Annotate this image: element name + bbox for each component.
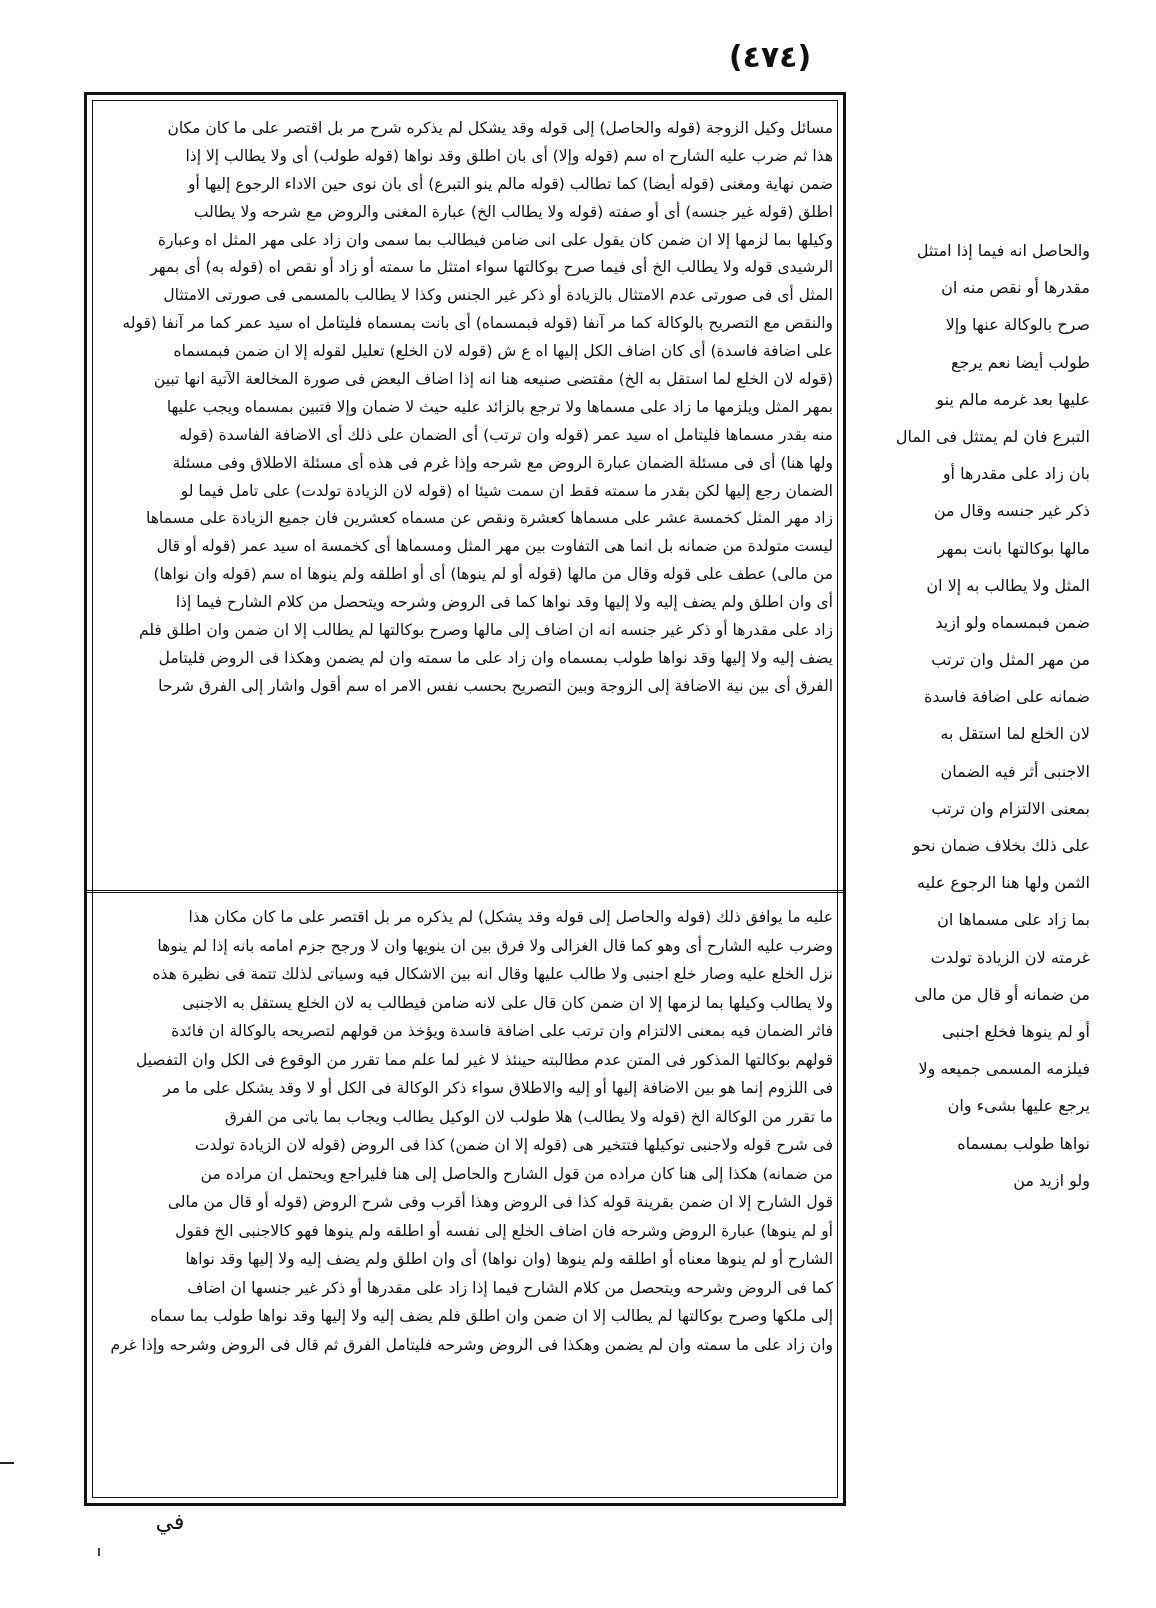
- text-line: وضرب عليه الشارح أى وهو كما قال الغزالى ولا فرق بين ان ينويها وان لا ورجح جزم امامه بانه إذا لم ينوها: [157, 936, 833, 955]
- text-line: فاثر الضمان فيه بمعنى الالتزام وان ترتب على اضافة فاسدة ويؤخذ من قولهم لتصريحه بالوكالة ان فائدة: [171, 1022, 833, 1040]
- catchword: في: [155, 1510, 185, 1535]
- margin-line: من مهر المثل وان ترتب: [931, 650, 1090, 670]
- margin-line: مقدرها أو نقص منه ان: [941, 278, 1090, 298]
- text-line: من مالى) عطف على قوله وقال من مالها (قوله أو لم ينوها) أى أو اطلقه ولم ينوها اه سم (قوله وان نواها): [153, 565, 833, 584]
- text-line: ليست متولدة من ضمانه بل انما هى التفاوت بين مهر المثل ومسماها أى كخمسة اه سيد عمر (قوله أو قال: [156, 537, 833, 556]
- scan-tick-mark: [98, 1548, 100, 1556]
- margin-line: صرح بالوكالة عنها وإلا: [945, 315, 1090, 335]
- margin-line: فيلزمه المسمى جميعه ولا: [918, 1059, 1090, 1079]
- text-line: مسائل وكيل الزوجة (قوله والحاصل) إلى قوله وقد يشكل لم يذكره شرح مر بل اقتصر على ما كان مكان: [167, 119, 833, 137]
- text-line: والنقص مع التصريح بالوكالة كما مر آنفا (قوله فبمسماه) أى بانت بمسماه فليتامل اه سيد عمر كما مر آنفا (قوله: [122, 314, 833, 333]
- text-line: قول الشارح إلا ان ضمن بقرينة قوله كذا فى الروض وهذا أقرب وفى شرح الروض (قوله أو قال من مالى: [167, 1193, 833, 1211]
- text-line: المثل أى فى صورتى عدم الامتثال بالزيادة أو ذكر غير الجنس وكذا لا يطالب بالمسمى فى صورتى الامتثال: [163, 286, 833, 305]
- margin-line: ضمانه على اضافة فاسدة: [923, 687, 1090, 707]
- text-line: اطلق (قوله غير جنسه) أى أو صفته (قوله ولا يطالب الخ) عبارة المغنى والروض مع شرحه ولا يطالب: [193, 202, 833, 221]
- text-line: كما فى الروض وشرحه ويتحصل من كلام الشارح فيما إذا زاد على مقدرها أو ذكر غير جنسها ان اضاف: [187, 1278, 833, 1297]
- margin-line: ذكر غير جنسه وقال من: [933, 501, 1090, 521]
- margin-line: يرجع عليها بشىء وان: [947, 1096, 1090, 1116]
- text-line: على اضافة فاسدة) أى كان اضاف الكل إليها اه ع ش (قوله لان الخلع) تعليل لقوله إلا ان ضمن فبمسماه: [173, 342, 833, 361]
- margin-line: غرمته لان الزيادة تولدت: [930, 947, 1090, 967]
- text-line: ولها هنا) أى فى مسئلة الضمان عبارة الروض مع شرحه وإذا غرم فى هذه أى مسئلة الاطلاق وفى مسئلة: [172, 453, 833, 472]
- section-divider: [87, 890, 843, 893]
- margin-line: بان زاد على مقدرها أو: [942, 464, 1090, 484]
- text-line: إلى ملكها وصرح بوكالتها لم يطالب إلا ان ضمن وان اطلق فلم يضف إليه ولا إليها وقد نواها طولب بما سماه: [150, 1307, 833, 1325]
- margin-line: بما زاد على مسماها ان: [937, 910, 1090, 930]
- text-line: وان زاد على ما سمته وان لم يضمن وهكذا فى الروض وشرحه فليتامل الفرق ثم قال فى الروض وشرحه وإذا غرم: [110, 1335, 833, 1354]
- margin-line: ولو ازيد من: [1013, 1170, 1090, 1190]
- text-line: الرشيدى قوله ولا يطالب الخ أى فيما صرح بوكالتها سواء امتثل ما سمته أو زاد أو نقص اه (قوله به) أى بمهر: [150, 258, 833, 277]
- text-line: أى وان اطلق ولم يضف إليه ولا إليها وقد نواها كما فى الروض وشرحه ويتحصل من كلام الشارح فيما إذا: [175, 593, 833, 612]
- upper-commentary: [97, 115, 833, 895]
- text-line: ما تقرر من الوكالة الخ (قوله ولا يطالب) هلا طولب لان الوكيل يطالب ويجاب بما ياتى من الفرق: [224, 1107, 833, 1126]
- margin-line: والحاصل انه فيما إذا امتثل: [916, 241, 1090, 260]
- margin-line: نواها طولب بمسماه: [957, 1133, 1090, 1153]
- text-line: وكيلها بما لزمها إلا ان ضمن كان يقول على انى ضامن فيطالب بما سمى وان زاد على مهر المثل اه وعبارة: [157, 230, 833, 249]
- margin-line: الاجنبى أثر فيه الضمان: [940, 761, 1090, 781]
- text-line: (قوله لان الخلع لما استقل به الخ) مقتضى صنيعه هنا انه إذا اضاف البعض فى صورة المخالعة الآتية انها تبين: [153, 370, 833, 389]
- lower-commentary: [97, 903, 833, 1483]
- text-line: فى شرح قوله ولاجنبى توكيلها فتتخير هى (قوله إلا ان ضمن) كذا فى الروض (قوله لان الزيادة تولدت: [194, 1136, 833, 1154]
- text-line: منه بقدر مسماها فليتامل اه سيد عمر (قوله وان ترتب) أى الضمان على ذلك أى الاضافة الفاسدة (قوله: [179, 425, 833, 444]
- text-line: الشارح أو لم ينوها معناه أو اطلقه ولم ينوها (وان نواها) أى وان اطلق ولم يضف إليه ولا إليها وقد نواها: [185, 1250, 833, 1268]
- margin-line: الثمن ولها هنا الرجوع عليه: [916, 873, 1090, 893]
- text-line: الضمان رجع إليها لكن بقدر ما سمته فقط ان سمت شيئا اه (قوله لان الزيادة تولدت) على تامل فيما لو: [180, 481, 833, 500]
- margin-dash-mark: [0, 1462, 14, 1464]
- margin-line: مالها بوكالتها بانت بمهر: [937, 538, 1090, 558]
- text-line: هذا ثم ضرب عليه الشارح اه سم (قوله وإلا) أى بان اطلق وقد نواها (قوله طولب) أى ولا يطالب إلا إذا: [185, 146, 833, 165]
- margin-line: من ضمانه أو قال من مالى: [914, 984, 1090, 1004]
- text-line: من ضمانه) هكذا إلى هنا كان مراده من قول الشارح والحاصل إلى هنا فليراجع ويحتمل ان مراده من: [200, 1164, 833, 1183]
- text-line: قولهم بوكالتها المذكور فى المتن عدم مطالبته حينئذ لا غير لما علم مما تقرر من الوقوع فى الكل وان التفصيل: [135, 1050, 833, 1069]
- margin-line: طولب أيضا نعم يرجع: [951, 352, 1090, 372]
- margin-line: على ذلك بخلاف ضمان نحو: [912, 836, 1090, 855]
- text-line: ضمن نهاية ومغنى (قوله أيضا) كما تطالب (قوله مالم ينو التبرع) أى بان نوى حين الاداء الرجوع إليها أو: [188, 174, 833, 193]
- text-line: يضف إليه ولا إليها وقد نواها طولب بمسماه وان زاد على ما سمته وان لم يضمن وهكذا فى الروض فليتامل: [158, 648, 833, 667]
- text-line: نزل الخلع عليه وصار خلع اجنبى ولا طالب عليها وقال انه بين الاشكال فيه وسياتى لذلك تتمة فى نظيرة هذه: [152, 965, 833, 983]
- text-line: زاد على مقدرها أو ذكر غير جنسه انه ان اضاف إلى مالها وصرح بوكالتها لم يطالب إلا ان ضمن وان اطلق فلم: [138, 621, 833, 640]
- page-number: (٤٧٤): [728, 40, 812, 75]
- margin-line: لان الخلع لما استقل به: [940, 724, 1090, 744]
- margin-line: التبرع فان لم يمتثل فى المال: [895, 426, 1090, 446]
- margin-line: ضمن فبمسماه ولو ازيد: [935, 612, 1090, 632]
- margin-matn-column: [850, 232, 1090, 1199]
- text-line: زاد مهر المثل كخمسة عشر على مسماها كعشرة ونقص عن مسماه كعشرين فان جميع الزيادة على مسماها: [145, 509, 833, 528]
- margin-line: المثل ولا يطالب به إلا ان: [926, 575, 1090, 595]
- text-line: بمهر المثل ويلزمها ما زاد على مسماها ولا ترجع بالزائد عليه حيث لا ضمان وإلا فتبين بمسماه ويجب عليها: [166, 397, 833, 416]
- margin-line: أو لم ينوها فخلع اجنبى: [941, 1021, 1090, 1041]
- text-line: الفرق أى بين نية الاضافة إلى الزوجة وبين التصريح بحسب نفس الامر اه سم أقول واشار إلى الفرق شرحا: [158, 676, 833, 695]
- margin-line: عليها بعد غرمه مالم ينو: [936, 389, 1090, 409]
- text-line: ولا يطالب وكيلها بما لزمها إلا ان ضمن كان قال على لانه ضامن فيطالب به لان الخلع يستقل به الاجنبى: [182, 993, 833, 1012]
- main-text-frame: [84, 92, 846, 1506]
- text-line: أو لم ينوها) عبارة الروض وشرحه فان اضاف الخلع إلى نفسه أو اطلقه ولم ينوها فهو كالاجنبى الخ فقول: [175, 1221, 833, 1240]
- margin-line: بمعنى الالتزام وان ترتب: [931, 798, 1090, 818]
- text-line: عليه ما يوافق ذلك (قوله والحاصل إلى قوله وقد يشكل) لم يذكره مر بل اقتصر على ما كان مكان هذا: [188, 908, 833, 926]
- text-line: فى اللزوم إنما هو بين الاضافة إليها أو إليه والاطلاق سواء ذكر الوكالة فى الكل أو لا وقد يشكل على ما مر: [163, 1079, 833, 1097]
